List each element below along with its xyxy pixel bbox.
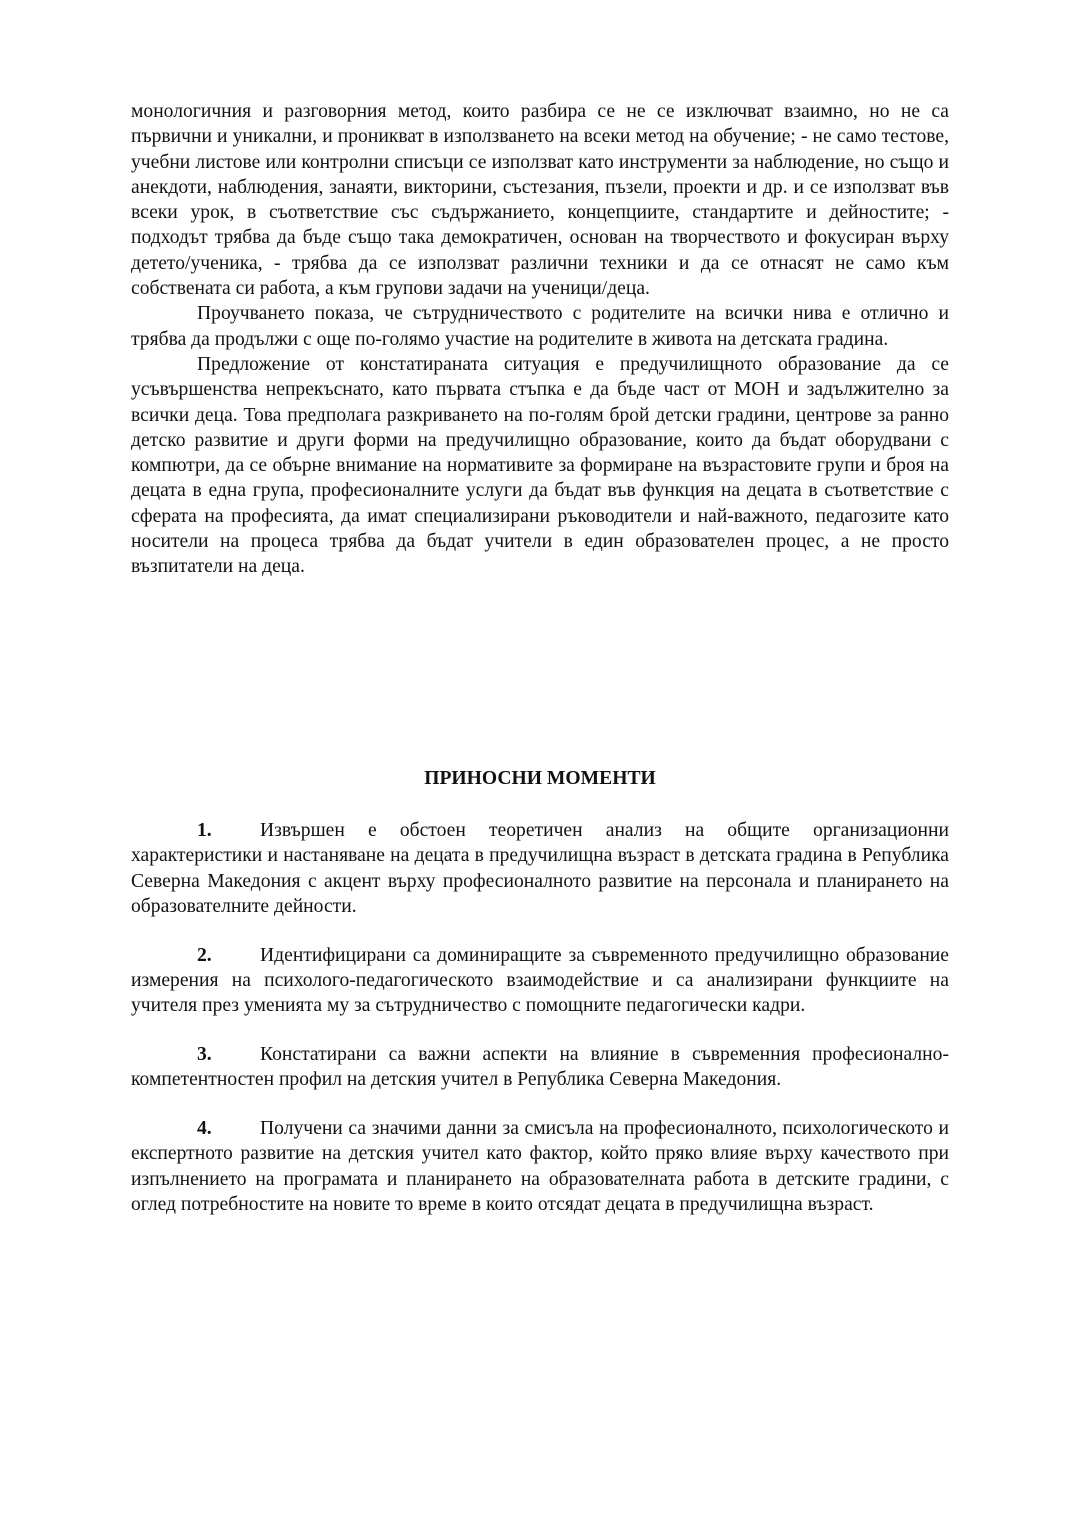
contribution-item-4 — [131, 1116, 949, 1217]
contribution-item-3 — [131, 1042, 949, 1093]
contribution-text: Извършен е обстоен теоретичен анализ на общите организационни характеристики и настаняване на децата в предучилищна възраст в детската градина в Република Северна Македония с акцент върху професионалното развитие на персонала и планирането на образователните дейности. — [131, 820, 949, 917]
contribution-number: 3. — [197, 1044, 212, 1066]
paragraph-parents: Проучването показа, че сътрудничеството с родителите на всички нива е отлично и трябва да продължи с още по-голямо участие на родителите в живота на детската градина. — [131, 303, 949, 350]
contribution-item-1 — [131, 818, 949, 919]
section-heading: ПРИНОСНИ МОМЕНТИ — [424, 768, 656, 789]
contribution-number: 4. — [197, 1118, 212, 1140]
contribution-text: Идентифицирани са доминиращите за съвременното предучилищно образование измерения на психолого-педагогическото взаимодействие и са анализирани функциите на учителя през уменията му за сътрудничество с помощните педагогически кадри. — [131, 944, 949, 1017]
contribution-text: Констатирани са важни аспекти на влияние в съвременния професионално-компетентностен профил на детския учител в Република Северна Македония. — [131, 1044, 949, 1091]
paragraph-methods: монологичния и разговорния метод, които разбира се не се изключват взаимно, но не са първични и уникални, и проникват в използването на всеки метод на обучение; - не само тестове, учебни листове или контролни списъци се използват като инструменти за наблюдение, но също и анекдоти, наблюдения, занаяти, викторини, състезания, пъзели, проекти и др. и се използват във всеки урок, в съответствие със съдържанието, концепциите, стандартите и дейностите; - подходът трябва да бъде също така демократичен, основан на творчеството и фокусиран върху детето/ученика, - трябва да се използват различни техники и да се отнасят не само към собствената си работа, а към групови задачи на ученици/деца. — [131, 101, 949, 300]
contribution-item-2 — [131, 943, 949, 1019]
contribution-number: 2. — [197, 944, 212, 966]
contributions-list — [131, 818, 949, 1241]
body-text — [131, 99, 949, 580]
contribution-text: Получени са значими данни за смисъла на професионалното, психологическото и експертното развитие на детския учител като фактор, който пряко влияе върху качеството при изпълнението на програмата и планирането на образователната работа в детските градини, с оглед потребностите на новите то време в които отсядат децата в предучилищна възраст. — [131, 1118, 949, 1216]
contribution-number: 1. — [197, 820, 212, 841]
paragraph-proposal: Предложение от констатираната ситуация е предучилищното образование да се усъвършенства непрекъснато, като първата стъпка е да бъде част от МОН и задължително за всички деца. Това предполага разкриването на по-голям брой детски градини, центрове за ранно детско развитие и други форми на предучилищно образование, които да бъдат оборудвани с компютри, да се обърне внимание на нормативите за формиране на възрастовите групи и броя на децата в една група, професионалните услуги да бъдат във функция на децата в съответствие с сферата на професията, да имат специализирани ръководители и най-важното, педагозите като носители на процеса трябва да бъдат учители в един образователен процес, а не просто възпитатели на деца. — [131, 353, 949, 578]
